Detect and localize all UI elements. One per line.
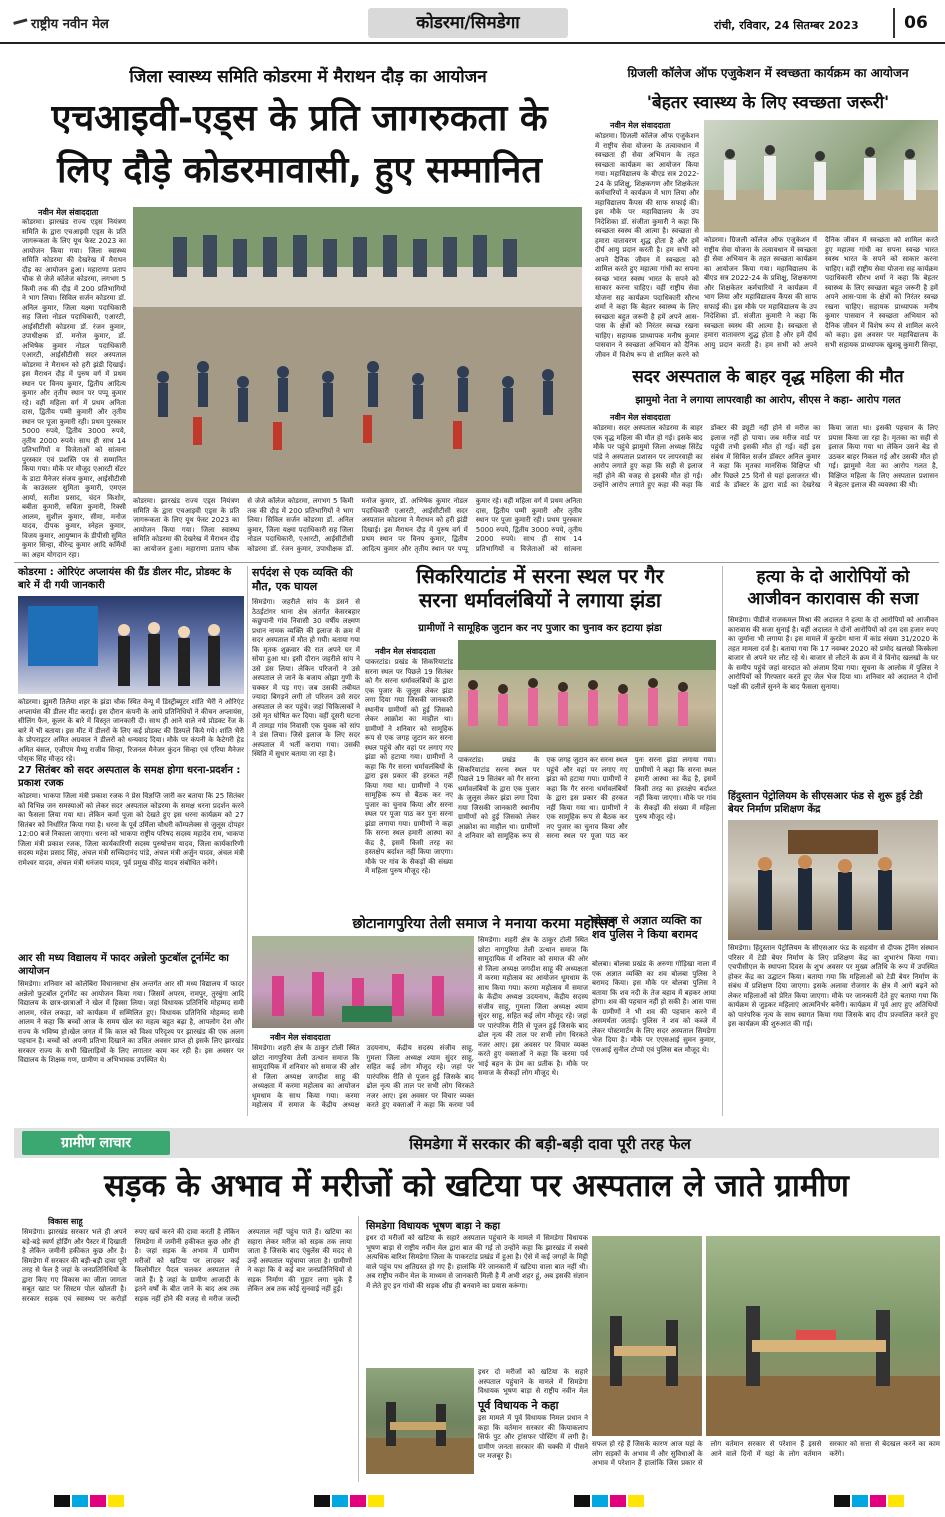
newspaper-logo: राष्ट्रीय नवीन मेल xyxy=(14,14,109,32)
story8-body-continued: पाकरटांड। प्रखंड के सिकरियाटांड सरना स्थल पर पिछले 19 सितंबर को गैर सरना धर्मावलंबियों के द्वारा एक पुजार के जुलूस लेकर झंडा लगा दिया गया जिसकी जानकारी स्थानीय ग्रामीणों को हुई जिसको लेकर आक्रोश का माहौल था। ग्रामीणों ने शनिवार को सामूहिक रूप से एक जगह जुटान कर सरना स्थल पहुंचे और वहां पर लगाए गए झंडा को हटाया गया। ग्रामीणों ने कहा कि गैर सरना धर्मावलंबियों के द्वारा इस प्रकार की हरकत नहीं किया गया था। ग्रामीणों ने एक सामूहिक रूप से बैठक कर नए पुजार का चुनाव किया और सरना स्थल पर पूजा पाठ कर पुनः सरना झंडा लगाया गया। ग्रामीणों ने कहा कि सरना स्थल हमारी आस्था का केंद्र है, इसमें किसी तरह का हस्तक्षेप बर्दाश्त नहीं किया जाएगा। मौके पर गांव के सैकड़ों की संख्या में महिला पुरुष मौजूद रहे। xyxy=(458,756,716,840)
story14-body2: इस मामले में पूर्व विधायक निमल प्रधान ने कहा कि वर्तमान सरकार की कियाकलाप सिर्फ पुट और ट्रांसफर पोस्टिंग में लगी है। ग्रामीण जनता सरकार की चक्की में पीसने पर मजबूर है। xyxy=(478,1414,588,1460)
story3-byline: नवीन मेल संवाददाता xyxy=(610,413,671,422)
story14-body: इधर दो मरीजों को खटिया के सहारे अस्पताल पहुंचाने के मामले में सिमडेगा विधायक भूषण बाड़ा से राष्ट्रीय नवीन मेल द्वारा बात की गई तो उन्होंने कहा कि झारखंड में सबसे अत्यधिक बारिश सिमडेगा जिला के पाकरटांड प्रखंड में हुआ है। ऐसे में कई जगहों के मिट्टी वाले पहुंच पथ क्षतिग्रस्त हो गए हैं। हालांकि मेरे जानकारी में खटिया वाला बात नहीं थी। अब राष्ट्रीय नवीन मेल के माध्यम से जानकारी मिली है मैं अभी शहर हूं, अब इसकी संज्ञान में लेते हुए इन गांवों की सड़क शीघ्र ही बनवाने का प्रयास करूंगा। xyxy=(366,1234,588,1290)
marathon-photo-art xyxy=(133,207,582,493)
story4-body: कोडरमा। झुमरी तिलैया शहर के झंडा चौक स्थित वेन्यू में डिस्ट्रीब्यूटर शांति भैरी ने ओरिएंट अप्लायंस की डीलर मीट कराई। इस दौरान कंपनी के आये प्रतिनिधियों ने कीचन अप्लायंस, सीलिंग फैन, कूलर के बारे में विस्तृत जानकारी दी। साथ ही आने वाले नये प्रोडक्ट रेंज के बारे में भी बताया। इस मीट में डीलरों के लिए कई प्रोडक्ट की डिस्पले किये गये। शांति भैरी के प्रोपराइटर अमित अग्रवाल ने डीलरों को धन्यवाद दिया। मौके पर कंपनी के कैटेगरी हेड अमित बंसल, एजीएम मैथ्यू राजीव सिन्हा, रिजनल मैनेजर कुंदन सिन्हा एवं एरिया मैनेजर पोसुक सिंह मौजूद रहे। xyxy=(18,698,244,762)
story5-body: कोडरमा। भाकपा जिला मंत्री प्रकाश रजक ने प्रेस विज्ञप्ति जारी कर बताया कि 25 सितंबर को विभिन्न जन समस्याओं को लेकर सदर अस्पताल कोडरमा के समक्ष धरना प्रदर्शन करने का फैसला लिया गया था। लेकिन कर्मा पूजा को देखते हुए इस धरना कार्यक्रम को 27 सितंबर को निर्धारित किया गया है। धरना के पूर्व उर्मिला चौधरी कॉम्पलेक्स से जुलूस दोपहर 12:00 बजे निकाला जाएगा। धरना को भाकपा राष्ट्रीय परिषद सदस्य महादेव राम, भाकपा जिला मंत्री प्रकाश रजक, जिला कार्यकारिणी सदस्य पुरुषोत्तम यादव, जिला कार्यकारिणी सदस्य महेश प्रसाद सिंह, अंचल मंत्री सच्चिदानंद पांडे, अंचल मंत्री अर्जुन यादव, अंचल मंत्री रामेश्वर यादव, अंचल मंत्री धनंजय यादव, पूर्व प्रमुख वीरेंद्र यादव संबोधित करेंगे। xyxy=(18,792,244,867)
story9-headline: छोटानागपुरिया तेली समाज ने मनाया करमा महोत्सव xyxy=(352,916,616,932)
story1-headline-line2: लिए दौड़े कोडरमावासी, हुए सम्मानित xyxy=(57,150,542,191)
story14-body-continued: इधर दो मरीजों को खटिया के सहारे अस्पताल पहुंचाने के मामले में सिमडेगा विधायक भूषण बाड़ा से राष्ट्रीय नवीन मेल xyxy=(478,1368,588,1395)
story8-headline-line2: सरना धर्मावलंबियों ने लगाया झंडा xyxy=(418,588,662,612)
story15-body: सफल हो रहे हैं जिसके कारण आज यहां के लोग सड़कों के अभाव में और सुविधाओं के अभाव में परेशान हैं हालांकि जिस प्रकार से लोग वर्तमान सरकार से परेशान हैं इससे आने वाले दिनों में यहां के लोग वर्तमान सरकार को सत्ता से बेदखल करने का काम करेंगे। xyxy=(592,1440,940,1467)
teddy-bear-centre-photo xyxy=(728,820,938,940)
story2-kicker: ग्रिजली कॉलेज ऑफ एजुकेशन में स्वच्छता कार्यक्रम का आयोजन xyxy=(627,66,909,80)
story2-body-continued: कोडरमा। ग्रिजली कॉलेज ऑफ एजुकेशन में राष्ट्रीय सेवा योजना के तत्वावधान में स्वच्छता ही सेवा अभियान के तहत स्वच्छता कार्यक्रम का आयोजन किया गया। महाविद्यालय के बीएड सत्र 2022-24 के प्रशिक्षु, शिक्षकगण और शिक्षकेतर कर्मचारियों ने कार्यक्रम में भाग लिया और महाविद्यालय कैंपस की साफ सफाई की। इस मौके पर महाविद्यालय के उप निदेशिका डॉ. संजीता कुमारी ने कहा कि स्वच्छता स्वस्थ की आत्मा है। स्वच्छता से हमारा वातावरण शुद्ध होता है और हमें दीर्घ आयु प्रदान करती है। हम सभी को अपने दैनिक जीवन में स्वच्छता को शामिल करते हुए महात्मा गांधी का सपना स्वच्छ भारत स्वस्थ भारत के सपने को साकार करना चाहिए। वहीं राष्ट्रीय सेवा योजना सह कार्यक्रम पदाधिकारी सौरभ शर्मा ने कहा कि बेहतर स्वास्थ्य के लिए स्वच्छता बहुत जरूरी है हमें अपने आस-पास के क्षेत्रों को निरंतर स्वच्छ रखना चाहिए। सहायक प्राध्यापक मनीष कुमार पासवान ने स्वच्छता अभियान को दैनिक जीवन में विशेष रूप से शामिल करने को कहा। इस अवसर पर महाविद्यालय के सभी सहायक प्राध्यापक खुशबू कुमारी सिन्हा, xyxy=(704,236,938,349)
karma-festival-photo-art xyxy=(252,936,474,1028)
story12-headline: हिंदुस्तान पेट्रोलियम के सीएसआर फंड से शुरू हुई टेडी बेयर निर्माण प्रशिक्षण केंद्र xyxy=(728,791,923,815)
cot-patient-photo-1-art xyxy=(366,1368,474,1474)
story2-headline: 'बेहतर स्वास्थ्य के लिए स्वच्छता जरूरी' xyxy=(646,93,890,113)
cleanliness-photo-art xyxy=(704,120,938,232)
column-rule xyxy=(358,1216,359,1482)
story1-kicker: जिला स्वास्थ्य समिति कोडरमा में मैराथन दौड़ का आयोजन xyxy=(129,67,487,87)
karma-festival-photo xyxy=(252,936,474,1028)
story13-body: सिमडेगा। झारखंड सरकार भले ही अपने बड़े-बड़े स्वर्ण होर्डिंग और पैस्टर में दिखाती है लेकिन जमीनी हकीकत कुछ और है। सिमडेगा में सरकार की बड़ी-बड़ी दावा पूरी तरह से फेल है जहां के जनप्रतिनिधियों के द्वारा किए गए विकास का जीता जागता सबूत खाट पर सिस्टम पोल खोलती है। सरकार सड़क एवं स्वास्थ्य पर करोड़ों रुपए खर्च करने की दावा करती है लेकिन सिमडेगा में जमीनी हकीकत कुछ और ही है। जहां सड़क के अभाव में ग्रामीण मरीजों को खटिया पर लादकर कई किलोमीटर पैदल चलकर अस्पताल ले जाते हैं। है जहां के ग्रामीण आजादी के इतने वर्षों के बीत जाने के बाद अब तक सड़क नहीं होने की वजह से मरीज जल्दी अस्पताल नहीं पहुंच पाते हैं। खटिया का सहारा लेकर मरीज को सड़क तक लाया जाता है जिसके बाद एंबुलेंस की मदद से उन्हें अस्पताल पहुंचाया जाता है। ग्रामीणों ने कहा कि वे कई बार जनप्रतिनिधियों से सड़क निर्माण की गुहार लगा चुके हैं लेकिन अब तक कोई सुनवाई नहीं हुई। xyxy=(22,1228,352,1303)
bird-logo-icon xyxy=(13,18,29,29)
story12-body: सिमडेगा। हिंदुस्तान पेट्रोलियम के सीएसआर फंड के सहयोग से दीपक ट्रेनिंग संस्थान परिसर में टेडी बेयर निर्माण के लिए प्रशिक्षण केंद्र का शुभारंभ किया गया। एचपीसीएल के स्थापना दिवस के शुभ अवसर पर मुख्य अतिथि के रूप में उपस्थित होकर केंद्र का उद्घाटन किया। बताया गया कि महिलाओं को टेडी बेयर निर्माण के संबंध में प्रशिक्षण दिया जाएगा। इसके अलावा रोजगार के क्षेत्र में आगे बढ़ने को लेकर महिलाओं को प्रेरित किया जाएगा। मौके पर जानकारी देते हुए बताया गया कि कार्यक्रम से जुड़कर महिलाएं आत्मनिर्भर बनेंगी। कार्यक्रम में पूर्व आए हुए अतिथियों को पारंपरिक नृत्य के साथ स्वागत किया गया जिसके बाद दीप प्रज्वलित करते हुए इस कार्यक्रम की शुरुआत की गई। xyxy=(728,944,938,1028)
story7-body: सिमडेगा। जहरीले सांप के डंसने से ठेठईटांगर थाना क्षेत्र अंतर्गत केसरबहार कछुपानी गांव निवासी 30 वर्षीय लक्ष्मण प्रधान नामक व्यक्ति की इलाज के क्रम में सदर अस्पताल में मौत हो गयी। बताया गया कि मृतक शुक्रवार की रात अपने घर में सोया हुआ था। इसी दौरान जहरीले सांप ने उसे डंस लिया। लेकिन परिजनों ने उसे अस्पताल ले जाने के बजाय ओझा गुणी के चक्कर में पड़ गए। जब उसकी तबीयत ज्यादा बिगड़ने लगी तो परिजन उसे सदर अस्पताल ले कर पहुंचे। जहां चिकित्सकों ने उसे मृत घोषित कर दिया। वहीं दूसरी घटना में तामड़ा गांव निवासी एक युवक को सांप ने डंस लिया। जिसे इलाज के लिए सदर अस्पताल में भर्ती कराया गया। उसकी स्थिति में सुधार बताया जा रहा है। xyxy=(252,598,360,758)
story1-byline: नवीन मेल संवाददाता xyxy=(38,208,99,217)
story2-body-col1: कोडरमा। ग्रिजली कॉलेज ऑफ एजुकेशन में राष्ट्रीय सेवा योजना के तत्वावधान में स्वच्छता ही सेवा अभियान के तहत स्वच्छता कार्यक्रम का आयोजन किया गया। महाविद्यालय के बीएड सत्र 2022-24 के प्रशिक्षु, शिक्षकगण और शिक्षकेतर कर्मचारियों ने कार्यक्रम में भाग लिया और महाविद्यालय कैंपस की साफ सफाई की। इस मौके पर महाविद्यालय के उप निदेशिका डॉ. संजीता कुमारी ने कहा कि स्वच्छता स्वस्थ की आत्मा है। स्वच्छता से हमारा वातावरण शुद्ध होता है और हमें दीर्घ आयु प्रदान करती है। हम सभी को अपने दैनिक जीवन में स्वच्छता को शामिल करते हुए महात्मा गांधी का सपना स्वच्छ भारत स्वस्थ भारत के सपने को साकार करना चाहिए। वहीं राष्ट्रीय सेवा योजना सह कार्यक्रम पदाधिकारी सौरभ शर्मा ने कहा कि बेहतर स्वास्थ्य के लिए स्वच्छता बहुत जरूरी है हमें अपने आस-पास के क्षेत्रों को निरंतर स्वच्छ रखना चाहिए। सहायक प्राध्यापक मनीष कुमार पासवान ने स्वच्छता अभियान को दैनिक जीवन में विशेष रूप से शामिल करने को xyxy=(595,132,699,358)
teddy-bear-centre-photo-art xyxy=(728,820,938,940)
marathon-photo xyxy=(133,207,582,493)
sarna-photo xyxy=(458,640,716,752)
story8-body-col1: पाकरटांड। प्रखंड के सिकरियाटांड सरना स्थल पर पिछले 19 सितंबर को गैर सरना धर्मावलंबियों के द्वारा एक पुजार के जुलूस लेकर झंडा लगा दिया गया जिसकी जानकारी स्थानीय ग्रामीणों को हुई जिसको लेकर आक्रोश का माहौल था। ग्रामीणों ने शनिवार को सामूहिक रूप से एक जगह जुटान कर सरना स्थल पहुंचे और वहां पर लगाए गए झंडा को हटाया गया। ग्रामीणों ने कहा कि गैर सरना धर्मावलंबियों के द्वारा इस प्रकार की हरकत नहीं किया गया था। ग्रामीणों ने एक सामूहिक रूप से बैठक कर नए पुजार का चुनाव किया और सरना स्थल पर पूजा पाठ कर पुनः सरना झंडा लगाया गया। ग्रामीणों ने कहा कि सरना स्थल हमारी आस्था का केंद्र है, इसमें किसी तरह का हस्तक्षेप बर्दाश्त नहीं किया जाएगा। मौके पर गांव के सैकड़ों की संख्या में महिला पुरुष मौजूद रहे। xyxy=(365,658,453,875)
story9-byline: नवीन मेल संवाददाता xyxy=(270,1033,331,1042)
story5-headline: 27 सितंबर को सदर अस्पताल के समक्ष होगा धरना-प्रदर्शन : प्रकाश रजक xyxy=(18,765,241,789)
story1-headline-line1: एचआइवी-एड्स के प्रति जागरुकता के xyxy=(51,98,548,139)
story3-body: कोडरमा। सदर अस्पताल कोडरमा के बाहर एक वृद्ध महिला की मौत हो गई। इसके बाद मौके पर पहुंचे झामुमो जिला अध्यक्ष सिंटेंद्र पांडे ने अस्पताल प्रशासन पर लापरवाही का आरोप लगाते हुए कहा कि सही से इलाज नहीं होने की वजह से इसकी मौत हो गई। उन्होंने आरोप लगाते हुए कहा की कहा कि डॉक्टर की ड्यूटी नहीं होने से मरीज का इलाज नहीं हो पाया। जब मरीज वार्ड पर पहुंची तभी इसकी मौत हो गई। वहीं इस संबंध में सिविल सर्जन डॉक्टर अनिल कुमार ने कहा कि मृतका मानसिक विक्षिप्त थी और पिछले 25 दिनों से यहां इलाजरत थी। वार्ड के डॉक्टर के द्वारा वार्ड का देखरेख किया जाता था। इसकी पहचान के लिए प्रयास किया जा रहा है। मृतका का सही से इलाज किया गया था लेकिन उसने बेड से उठकर बाहर निकल गई और उसकी मौत हो गई। झामुमो नेता का आरोप गलत है, विक्षिप्त महिला के लिए अस्पताल प्रशासन ने बेहतर इलाज की व्यवस्था की थी। xyxy=(593,424,938,489)
story10-body: बोलबा। बोलबा प्रखंड के अरुणा गोड़िखा नाला में एक अज्ञात व्यक्ति का शव बोलबा पुलिस ने बरामद किया। इस मौके पर बोलबा पुलिस ने बताया कि शव नदी के तेज बहाव में बहकर आया होगा। शव की पहचान नहीं हो सकी है। आस पास के ग्रामीणों ने भी शव की पहचान करने में असमर्थता जताई। पुलिस ने शव को कब्जे में लेकर पोस्टमार्टम के लिए सदर अस्पताल सिमडेगा भेज दिया है। मौके पर एएसआई सुमन कुमार, एसआई सुनील टोप्पो एवं पुलिस बल मौजूद थे। xyxy=(592,960,716,1054)
story3-subhead: झामुमो नेता ने लगाया लापरवाही का आरोप, सीएस ने कहा- आरोप गलत xyxy=(635,395,901,406)
column-rule xyxy=(247,566,248,1116)
section-title: कोडरमा/सिमडेगा xyxy=(368,8,568,38)
cot-patient-photo-2-art xyxy=(592,1236,702,1436)
column-rule xyxy=(722,566,723,1116)
story7-headline: सर्पदंश से एक व्यक्ति की मौत, एक घायल xyxy=(252,566,353,593)
story9-body-col2: सिमडेगा। शहरी क्षेत्र के ठाकुर टोली स्थित छोटा नागपुरिया तेली उत्थान समाज कि सामुदायिक में शनिवार को समाज की ओर से जिला अध्यक्ष जगदीश साहू की अध्यक्षता में करमा महोत्सव का आयोजन धूमधाम के साथ किया गया। करमा महोत्सव में समाज के केंद्रीय अध्यक्ष उदयनाथ, केंद्रीय सदस्य संजीव साहू, गुमला जिला अध्यक्ष श्याम सुंदर साहू, सहित कई लोग मौजूद रहे। जहां पर पारंपरिक रीति से पूजन हुई जिसके बाद ढोल नृत्य की ताल पर सभी लोग थिरकते नजर आए। इस अवसर पर विचार व्यक्त करते हुए वक्ताओं ने कहा कि करमा पर्व भाई बहन के प्रेम का प्रतीक है। मौके पर समाज के सैकड़ों लोग मौजूद थे। xyxy=(478,936,588,1077)
story9-body-col1: सिमडेगा। शहरी क्षेत्र के ठाकुर टोली स्थित छोटा नागपुरिया तेली उत्थान समाज कि सामुदायिक में शनिवार को समाज की ओर से जिला अध्यक्ष जगदीश साहू की अध्यक्षता में करमा महोत्सव का आयोजन धूमधाम के साथ किया गया। करमा महोत्सव में समाज के केंद्रीय अध्यक्ष उदयनाथ, केंद्रीय सदस्य संजीव साहू, गुमला जिला अध्यक्ष श्याम सुंदर साहू, सहित कई लोग मौजूद रहे। जहां पर पारंपरिक रीति से पूजन हुई जिसके बाद ढोल नृत्य की ताल पर सभी लोग थिरकते नजर आए। इस अवसर पर विचार व्यक्त करते हुए वक्ताओं ने कहा कि करमा पर्व xyxy=(252,1044,474,1109)
story11-body: सिमडेगा। पीडीजे राजकमल मिश्रा की अदालत ने हत्या के दो आरोपियों को आजीवन कारावास की सजा सुनाई है। वहीं अदालत ने दोनों आरोपियों को दस दस हजार रुपए का जुर्माना भी लगाया है। इस मामले में कुरडेग थाना में कांड संख्या 31/2020 के तहत मामला दर्ज है। बताया गया कि 17 नवम्बर 2020 को प्रमोद खलखो किस्केला बाजार से अपने घर लौट रहे थे। बाजार से लौटने के क्रम में वे विनोद खलखो के घर के समीप पहुंचे जहां वारदात को अंजाम दिया गया। सूचना के आलोक में पुलिस ने आरोपियों को गिरफ्तार करते हुए जेल भेज दिया था। शनिवार को अदालत ने दोनों पक्षों की दलीलें सुनने के बाद फैसला सुनाया। xyxy=(728,616,938,691)
dealer-meet-photo-art xyxy=(18,596,244,694)
story6-headline: आर सी मध्य विद्यालय में फादर अन्नेलो फुटबॉल टूर्नामेंट का आयोजन xyxy=(18,953,229,977)
divider xyxy=(14,562,939,563)
lower-headline: सड़क के अभाव में मरीजों को खटिया पर अस्पताल ले जाते ग्रामीण xyxy=(104,1168,849,1204)
story11-headline: हत्या के दो आरोपियों को आजीवन कारावास की सजा xyxy=(747,567,919,609)
story8-subhead: ग्रामीणों ने सामूहिक जुटान कर नए पुजार का चुनाव कर हटाया झंडा xyxy=(418,623,662,634)
story13-byline: विकास साहू xyxy=(48,1217,83,1226)
story6-body: सिमडेगा। शनिवार को कोलेबिरा विधानसभा क्षेत्र अन्तर्गत आर सी मध्य विद्यालय में फादर अन्नेलो फुटबॉल टूर्नामेंट का आयोजन किया गया। जिसमें अपरम, रामपुर, तुरबुंगा आदि विद्यालय के छात्र-छात्राओं ने खेल में हिस्सा लिया। जहां विधायक प्रतिनिधि मोहम्मद समी आलम, रवेल लकड़ा, को कार्यक्रम में सम्मिलित हुए। विधायक प्रतिनिधि मोहम्मद समी आलम ने कहा कि बच्चों आज के समय खेल का महत्व बहुत बढ़ा है, आपलोग देश और राज्य के भविष्य हो।खेल जगत में कि काल को विश्व परिदृश्य पर झारखंड की एक अलग पहचान है। बच्चों को अपनी प्रतिभा दिखाने का उचित अवसर प्राप्त हो इसके लिए झारखंड सरकार राज्य के सभी खिलाड़ियों के लिए लगातार काम कर रही है। इस अवसर पर विद्यालय के शिक्षक गण, ग्रामीण व अभिभावक उपस्थित थे। xyxy=(18,980,244,1064)
print-color-bar-art xyxy=(14,1495,939,1507)
story1-body-col1: कोडरमा। झारखंड राज्य एड्स नियंत्रण समिति के द्वारा एचआइवी एड्स के प्रति जागरूकता के लिए यूथ फेस्ट 2023 का आयोजन किया गया। जिला स्वास्थ्य समिति कोडरमा की देखरेख में मैराथन दौड़ का आयोजन हुआ। महाराणा प्रताप चौक से जेजे कॉलेज कोडरमा, लगभग 5 किमी तक की दौड़ में 200 प्रतिभागियों ने भाग लिया। सिविल सर्जन कोडरमा डॉ. अनिल कुमार, जिला यक्ष्मा पदाधिकारी सह जिला नोडल पदाधिकारी, एआरटी, आईसीटीसी कोडरमा डॉ. रंजन कुमार, उपाधीक्षक डॉ. मनोज कुमार, डॉ. अभिषेक कुमार नोडल पदाधिकारी एआरटी, आईसीटीसी सदर अस्पताल कोडरमा ने मैराथन को हरी झंडी दिखाई। इस मैराथन दौड़ में पुरुष वर्ग में प्रथम स्थान पर विनय कुमार, द्वितीय आदित्य कुमार और तृतीय स्थान पर पप्पू कुमार रहे। वहीं महिला वर्ग में प्रथम अनिता दास, द्वितीय पम्मी कुमारी और तृतीय स्थान पर पूजा कुमारी रही। प्रथम पुरस्कार 5000 रुपये, द्वितीय 3000 रुपये, तृतीय 2000 रुपये। साथ ही साथ 14 प्रतिभागियों व विजेताओं को सांत्वना पुरस्कार एवं प्रशस्ति पत्र से सम्मानित किया गया। मौके पर मौजूद एआरटी सेंटर के डाटा मैनेजर संजय कुमार, आईसीटीसी के काउंसलर सुमिता कुमारी, एमएल आर्या, सतीश प्रसाद, चंदन किशोर, बबीता कुमारी, सविता कुमारी, रिक्सी आलम, सुशील कुमार, सीमा, मनोज यादव, दीपक कुमार, स्नेहल कुमार, विजय कुमार, आयुष्मान के डीपीसी सुमित कुमार सिन्हा, वीरेन्द्र कुमार आदि कर्मियों का अहम योगदान रहा। xyxy=(22,218,126,558)
story10-headline: बोलबा से अज्ञात व्यक्ति का शव पुलिस ने किया बरामद xyxy=(592,914,702,941)
dateline: रांची, रविवार, 24 सितम्बर 2023 xyxy=(714,19,859,32)
page-number: 06 xyxy=(893,8,937,38)
cleanliness-photo xyxy=(704,120,938,232)
cot-patient-photo-1 xyxy=(366,1368,474,1474)
story1-body-continued: कोडरमा। झारखंड राज्य एड्स नियंत्रण समिति के द्वारा एचआइवी एड्स के प्रति जागरूकता के लिए यूथ फेस्ट 2023 का आयोजन किया गया। जिला स्वास्थ्य समिति कोडरमा की देखरेख में मैराथन दौड़ का आयोजन हुआ। महाराणा प्रताप चौक से जेजे कॉलेज कोडरमा, लगभग 5 किमी तक की दौड़ में 200 प्रतिभागियों ने भाग लिया। सिविल सर्जन कोडरमा डॉ. अनिल कुमार, जिला यक्ष्मा पदाधिकारी सह जिला नोडल पदाधिकारी, एआरटी, आईसीटीसी कोडरमा डॉ. रंजन कुमार, उपाधीक्षक डॉ. मनोज कुमार, डॉ. अभिषेक कुमार नोडल पदाधिकारी एआरटी, आईसीटीसी सदर अस्पताल कोडरमा ने मैराथन को हरी झंडी दिखाई। इस मैराथन दौड़ में पुरुष वर्ग में प्रथम स्थान पर विनय कुमार, द्वितीय आदित्य कुमार और तृतीय स्थान पर पप्पू कुमार रहे। वहीं महिला वर्ग में प्रथम अनिता दास, द्वितीय पम्मी कुमारी और तृतीय स्थान पर पूजा कुमारी रही। प्रथम पुरस्कार 5000 रुपये, द्वितीय 3000 रुपये, तृतीय 2000 रुपये। साथ ही साथ 14 प्रतिभागियों व विजेताओं को सांत्वना xyxy=(133,497,582,553)
story14-headline: सिमडेगा विधायक भूषण बाड़ा ने कहा xyxy=(366,1221,501,1232)
rural-tag: ग्रामीण लाचार xyxy=(22,1131,170,1155)
story4-headline: कोडरमा : ओरिएंट अप्लायंस की ग्रैंड डीलर मीट, प्रोडक्ट के बारे में दी गयी जानकारी xyxy=(18,567,232,591)
story8-headline-line1: सिकरियाटांड में सरना स्थल पर गैर xyxy=(416,564,664,588)
cot-patient-photo-3-art xyxy=(706,1236,940,1436)
story3-headline: सदर अस्पताल के बाहर वृद्ध महिला की मौत xyxy=(632,367,904,387)
cot-patient-photo-2 xyxy=(592,1236,702,1436)
story8-byline: नवीन मेल संवाददाता xyxy=(375,647,436,656)
story2-byline: नवीन मेल संवाददाता xyxy=(610,121,671,130)
story14-subhead: पूर्व विधायक ने कहा xyxy=(478,1399,559,1412)
lower-kicker: सिमडेगा में सरकार की बड़ी-बड़ी दावा पूरी तरह फेल xyxy=(409,1135,691,1153)
print-color-bar xyxy=(14,1492,939,1504)
cot-patient-photo-3 xyxy=(706,1236,940,1436)
dealer-meet-photo xyxy=(18,596,244,694)
sarna-photo-art xyxy=(458,640,716,752)
